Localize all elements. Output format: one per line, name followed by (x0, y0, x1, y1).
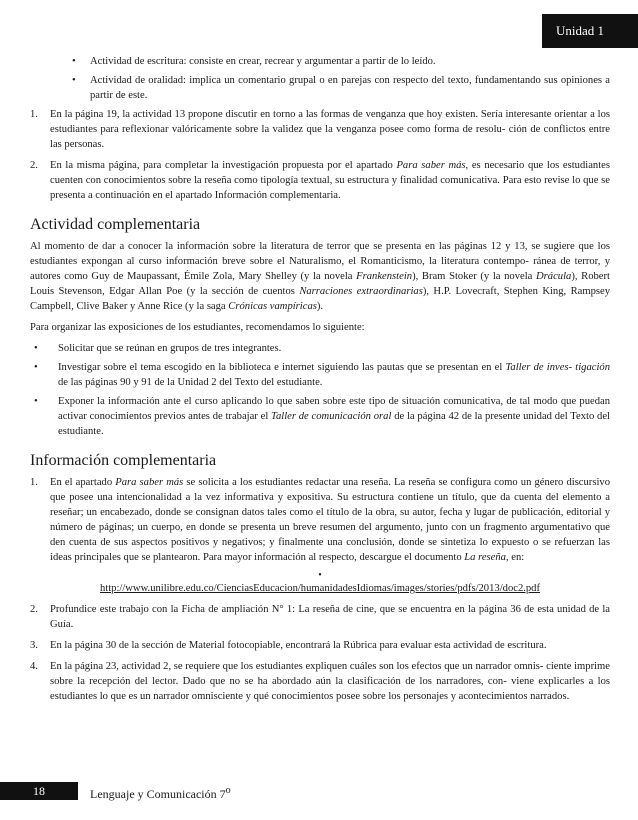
section1-bullet-list (30, 341, 610, 439)
list-item: • Solicitar que se reúnan en grupos de tres integrantes. (30, 341, 610, 356)
section-paragraph: Para organizar las exposiciones de los estudiantes, recomendamos lo siguiente: (30, 322, 365, 333)
section-title-informacion: Información complementaria (30, 452, 217, 469)
item-number: 2. (30, 160, 38, 171)
top-numbered-list (30, 107, 610, 203)
list-item (30, 638, 610, 653)
section2-numbered-list-cont (30, 602, 610, 704)
item-number: 1. (30, 477, 38, 488)
item-text: En la página 23, actividad 2, se requiere que los estudiantes expliquen cuáles son los efectos que un narrador omnis- ciente imprime sobre la recepción del lector. Dado que no se ha abordado aún la clasificación de los narradores, con- viene explicarles a los estudiantes lo que es un narrador omnisciente y qué conocimientos posee sobre los personajes y acontecimientos narrados. (50, 661, 610, 702)
item-number: 3. (30, 640, 38, 651)
footer (0, 776, 638, 806)
section-title-actividad: Actividad complementaria (30, 216, 201, 233)
list-item (30, 107, 610, 152)
item-italic: Para saber más (396, 160, 466, 171)
item-text: En la página 19, la actividad 13 propone discutir en torno a las formas de venganza que hoy existen. Sería interesante orientar a los estudiantes para reflexionar valóricamente sobre la validez que la venganza posee como forma de resolu- ción de conflictos entre las personas. (50, 109, 610, 150)
top-bullet-list (30, 54, 610, 103)
item-text: En la página 30 de la sección de Material fotocopiable, encontrará la Rúbrica para evaluar esta actividad de escritura. (50, 640, 547, 651)
item-number: 1. (30, 109, 38, 120)
list-item: • Actividad de oralidad: implica un comentario grupal o en parejas con respecto del texto, fundamentando sus opiniones a partir de este. (30, 73, 610, 103)
book-title: Lenguaje y Comunicación 7$^o$ (90, 785, 231, 801)
list-item (30, 158, 610, 203)
item-text: En la misma página, para completar la investigación propuesta por el apartado (50, 160, 397, 171)
unit-tab (542, 14, 638, 48)
item-text: , es necesario que los estudiantes cuenten con conocimientos sobre la reseña como tipología textual, su estructura y finalidad comunicativa. Para esto revise lo que se presenta a continuación en el apartado Información complementaria. (50, 160, 610, 201)
document-link[interactable]: http://www.unilibre.edu.co/CienciasEducacion/humanidadesIdiomas/images/stories/pdfs/2013/doc2.pdf (99, 583, 541, 594)
page-number: 18 (33, 784, 45, 798)
list-item: • Actividad de escritura: consiste en crear, recrear y argumentar a partir de lo leído. (30, 54, 610, 69)
item-number: 4. (30, 661, 38, 672)
superscript: o (225, 785, 231, 796)
section2-numbered-list (30, 475, 610, 565)
item-text: Profundice este trabajo con la Ficha de ampliación N° 1: La reseña de cine, que se encuentra en la página 36 de esta unidad de la Guía. (50, 604, 610, 630)
list-item: 1. En el apartado Para saber más se solicita a los estudiantes redactar una reseña. La reseña se configura como un género discursivo que posee una intencionalidad a la vez informativa y expositiva. Su estructura contiene un título, que da cuenta del elemento a reseñar; un encabezado, donde se consignan datos tales como el título de la obra, su autor, fecha y lugar de publicación, editorial y número de páginas; un cuerpo, en donde se presenta un breve resumen del argumento, junto con un fragmento argumentativo que den cuenta de sus aspectos positivos y negativos; y finalmente una conclusión, donde se sintetiza lo expuesto o se refuerzan las ideas principales que se plantearon. Para mayor información al respecto, descargue el documento La reseña, en: (30, 477, 610, 563)
page-number-box (0, 782, 78, 800)
list-item (30, 659, 610, 704)
list-item: • Exponer la información ante el curso aplicando lo que saben sobre este tipo de situación comunicativa, de tal modo que puedan activar conocimientos previos antes de trabajar el Taller de comunicación oral de la página 42 de la presente unidad del Texto del estudiante. (30, 394, 610, 439)
bullet-dot: • (318, 570, 322, 581)
url-line (30, 571, 610, 596)
list-item: • Investigar sobre el tema escogido en la biblioteca e internet siguiendo las pautas que se presentan en el Taller de inves- tigación de las páginas 90 y 91 de la Unidad 2 del Texto del estudiante. (30, 360, 610, 390)
content (30, 54, 610, 710)
section-paragraph: Al momento de dar a conocer la información sobre la literatura de terror que se presenta en las páginas 12 y 13, se sugiere que los estudiantes expongan al curso información breve sobre el Naturalismo, el Romanticismo, la literatura contempo- ránea de terror, y autores como Guy de Maupassant, Émile Zola, Mary Shelley (y la novela Frankenstein), Bram Stoker (y la novela Drácula), Robert Louis Stevenson, Edgar Allan Poe (y la sección de cuentos Narraciones extraordinarias), H.P. Lovecraft, Stephen King, Rampsey Campbell, Clive Baker y Anne Rice (y la saga Crónicas vampíricas). (30, 241, 611, 312)
unit-label: Unidad 1 (556, 23, 605, 38)
item-number: 2. (30, 604, 38, 615)
list-item (30, 602, 610, 632)
